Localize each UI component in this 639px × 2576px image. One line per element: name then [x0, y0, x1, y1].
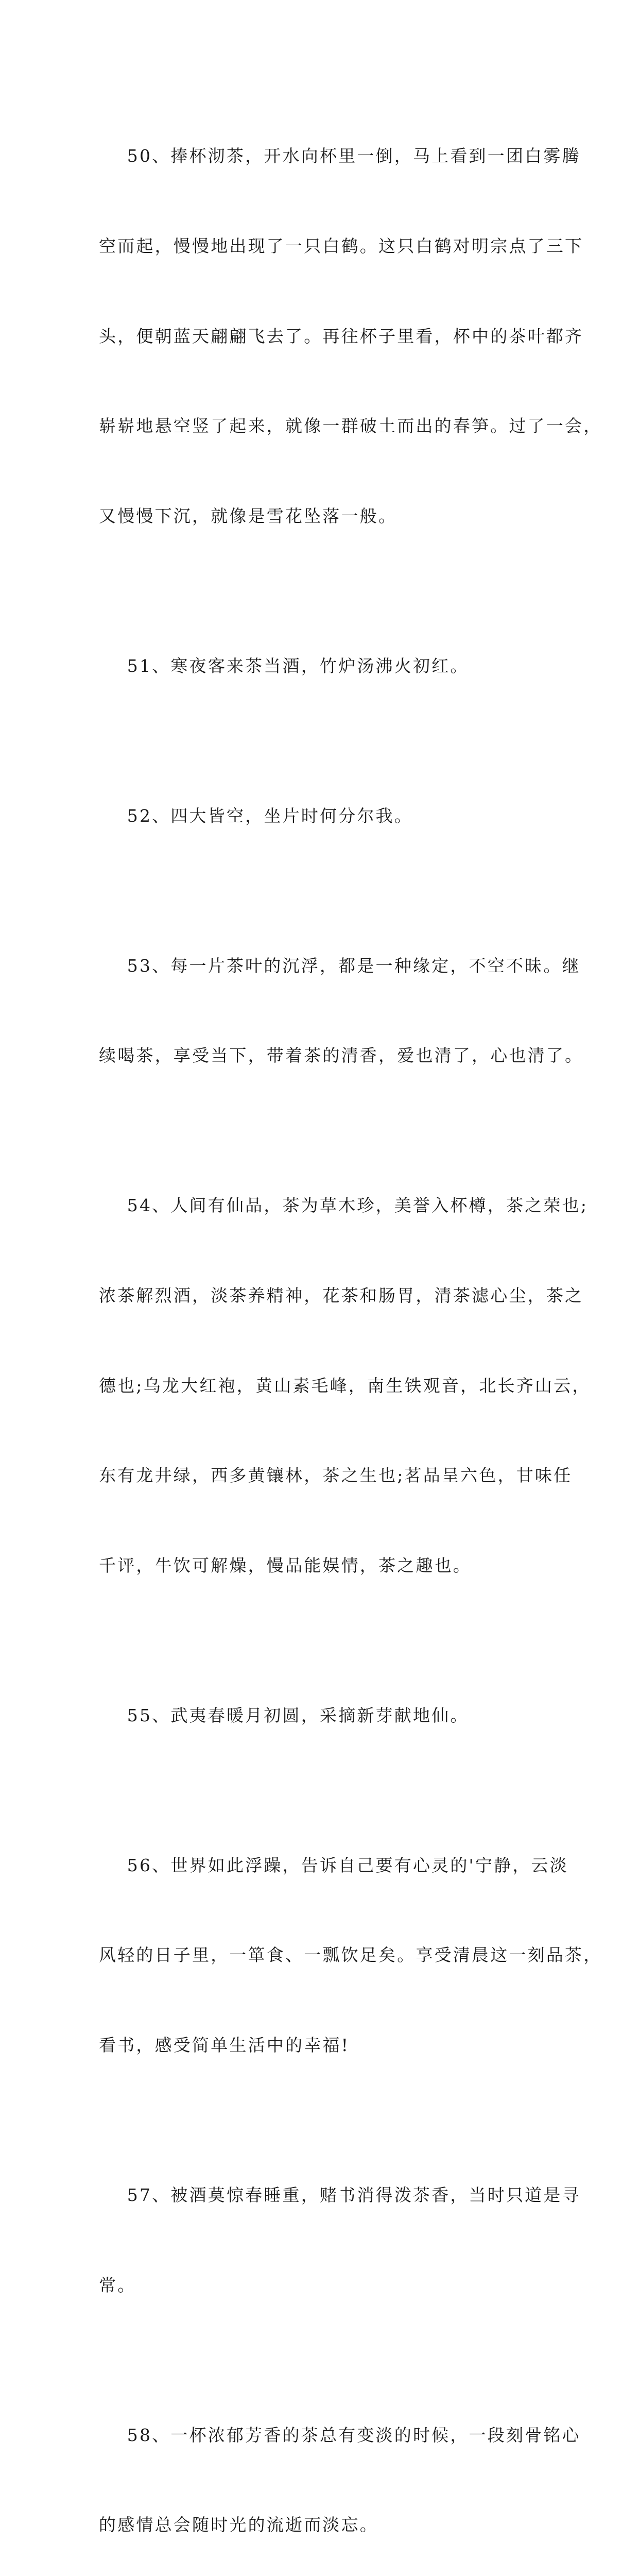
paragraph-51	[99, 591, 549, 741]
document-body	[99, 81, 602, 2576]
text-line: 续喝茶，享受当下，带着茶的清香，爱也清了，心也清了。	[99, 1045, 584, 1066]
paragraph-50	[99, 81, 602, 591]
text-line: 风轻的日子里，一箪食、一瓢饮足矣。享受清晨这一刻品茶，	[99, 1945, 602, 1965]
text-line: 51、寒夜客来茶当酒，竹炉汤沸火初红。	[99, 655, 469, 676]
text-line: 的感情总会随时光的流逝而淡忘。	[99, 2515, 378, 2535]
text-line: 52、四大皆空，坐片时何分尔我。	[99, 805, 413, 826]
paragraph-55	[99, 1640, 549, 1790]
paragraph-54	[99, 1131, 591, 1640]
paragraph-52	[99, 741, 549, 891]
text-line: 空而起，慢慢地出现了一只白鹤。这只白鹤对明宗点了三下	[99, 236, 584, 256]
text-line: 千评，牛饮可解燥，慢品能娱情，茶之趣也。	[99, 1555, 472, 1575]
text-line: 54、人间有仙品，茶为草木珍，美誉入杯樽，茶之荣也;	[99, 1195, 589, 1216]
text-line: 浓茶解烈酒，淡茶养精神，花茶和肠胃，清茶滤心尘，茶之	[99, 1285, 584, 1306]
text-line: 德也;乌龙大红袍，黄山素毛峰，南生铁观音，北长齐山云，	[99, 1375, 591, 1396]
text-line: 53、每一片茶叶的沉浮，都是一种缘定，不空不昧。继	[99, 955, 581, 976]
text-line: 常。	[99, 2275, 136, 2295]
paragraph-57	[99, 2121, 581, 2361]
text-line: 崭崭地悬空竖了起来，就像一群破土而出的春笋。过了一会，	[99, 416, 602, 436]
text-line: 57、被酒莫惊春睡重，赌书消得泼茶香，当时只道是寻	[99, 2184, 581, 2205]
text-line: 看书，感受简单生活中的幸福!	[99, 2035, 350, 2055]
text-line: 又慢慢下沉，就像是雪花坠落一般。	[99, 505, 398, 526]
text-line: 50、捧杯沏茶，开水向杯里一倒，马上看到一团白雾腾	[99, 146, 581, 166]
paragraph-53	[99, 891, 584, 1131]
text-line: 东有龙井绿，西多黄镶林，茶之生也;茗品呈六色，甘味任	[99, 1465, 573, 1486]
text-line: 58、一杯浓郁芳香的茶总有变淡的时候，一段刻骨铭心	[99, 2425, 581, 2445]
text-line: 56、世界如此浮躁，告诉自己要有心灵的'宁静，云淡	[99, 1855, 568, 1875]
text-line: 55、武夷春暖月初圆，采摘新芽献地仙。	[99, 1705, 469, 1725]
text-line: 头，便朝蓝天翩翩飞去了。再往杯子里看，杯中的茶叶都齐	[99, 326, 584, 346]
paragraph-58	[99, 2360, 581, 2576]
paragraph-56	[99, 1790, 602, 2120]
